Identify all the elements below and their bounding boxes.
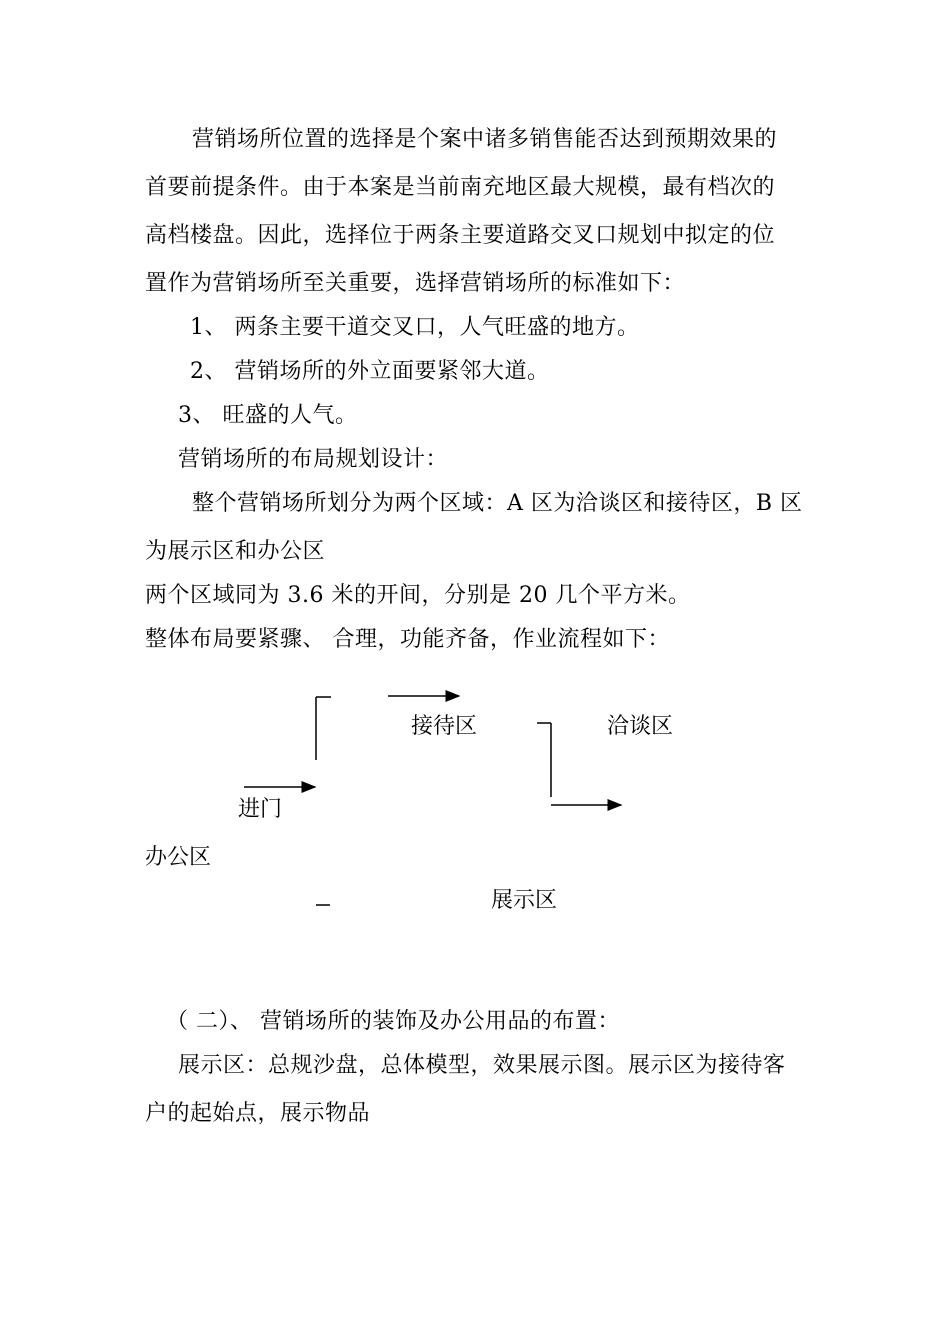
flow-label-office: 办公区 — [145, 845, 212, 870]
layout-para-line-1: 整个营销场所划分为两个区域：A 区为洽谈区和接待区，B 区 — [192, 491, 803, 516]
paragraph-1-line-2: 首要前提条件。由于本案是当前南充地区最大规模，最有档次的 — [145, 175, 776, 200]
section-2-para-line-2: 户的起始点，展示物品 — [145, 1101, 371, 1126]
criteria-item-3: 3、 旺盛的人气。 — [178, 403, 358, 428]
flow-label-display: 展示区 — [491, 888, 558, 913]
section-2-heading: （ 二）、 营销场所的装饰及办公用品的布置： — [166, 1009, 620, 1034]
paragraph-1-line-4: 置作为营销场所至关重要，选择营销场所的标准如下： — [145, 271, 686, 296]
layout-para-line-4: 整体布局要紧骤、 合理，功能齐备，作业流程如下： — [145, 627, 670, 652]
paragraph-1-line-1: 营销场所位置的选择是个案中诸多销售能否达到预期效果的 — [192, 127, 778, 152]
criteria-item-2: 2、 营销场所的外立面要紧邻大道。 — [190, 359, 550, 384]
paragraph-1-line-3: 高档楼盘。因此，选择位于两条主要道路交叉口规划中拟定的位 — [145, 223, 776, 248]
layout-para-line-2: 为展示区和办公区 — [145, 539, 326, 564]
flow-label-negotiation: 洽谈区 — [607, 714, 674, 739]
layout-para-line-3: 两个区域同为 3.6 米的开间，分别是 20 几个平方米。 — [145, 583, 691, 608]
layout-heading: 营销场所的布局规划设计： — [178, 447, 449, 472]
flow-label-entrance: 进门 — [238, 797, 283, 822]
criteria-item-1: 1、 两条主要干道交叉口，人气旺盛的地方。 — [190, 315, 640, 340]
flow-label-reception: 接待区 — [411, 714, 478, 739]
section-2-para-line-1: 展示区：总规沙盘，总体模型，效果展示图。展示区为接待客 — [178, 1053, 786, 1078]
